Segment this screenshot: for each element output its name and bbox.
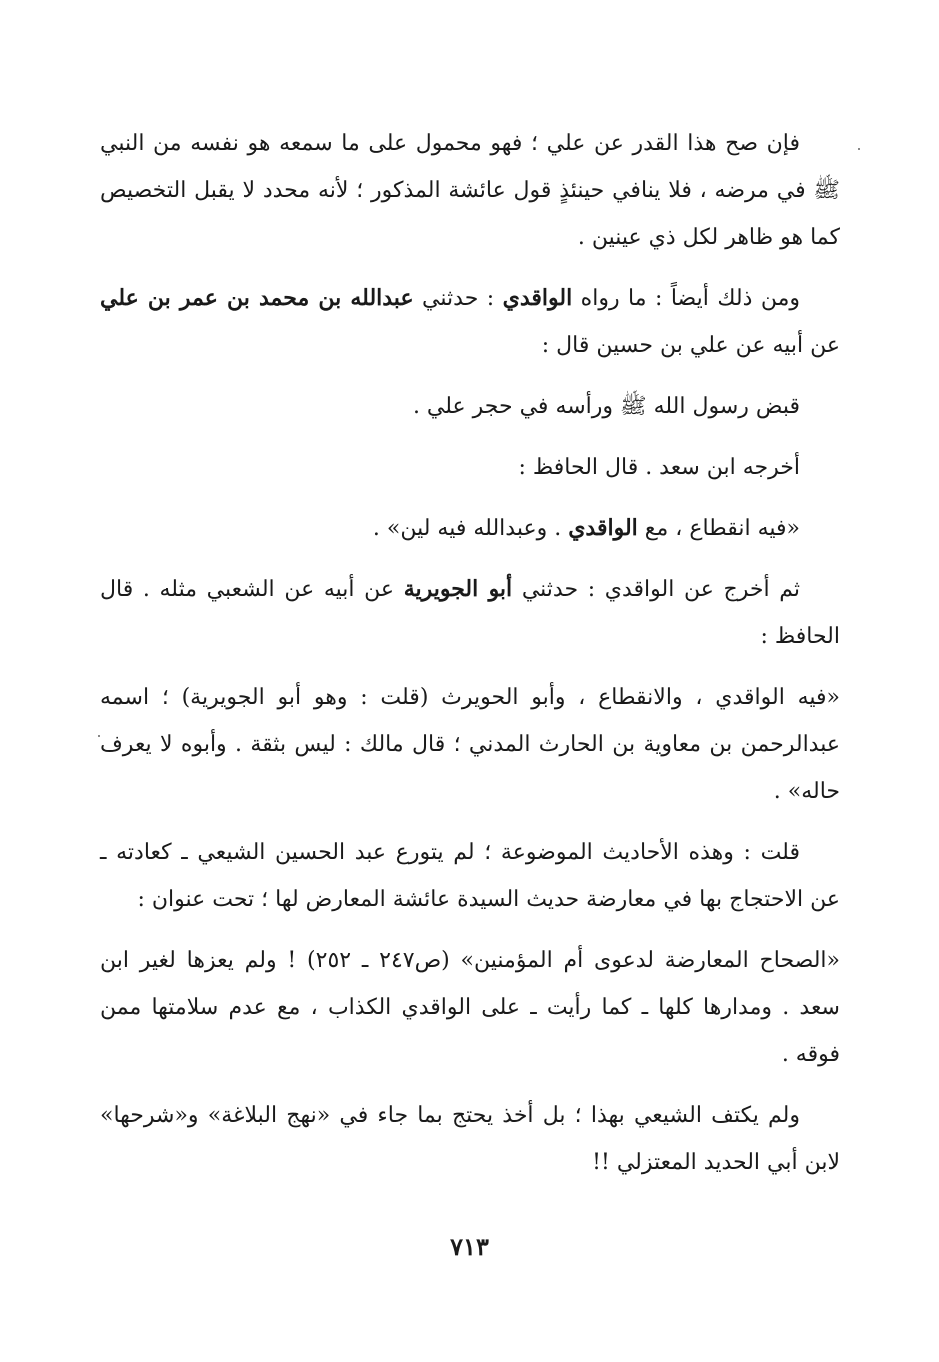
paragraph	[100, 1092, 840, 1186]
paragraph	[100, 674, 840, 815]
page-number: ٧١٣	[450, 1232, 489, 1261]
document-page	[100, 120, 840, 1270]
text-run: أخرجه ابن سعد . قال الحافظ :	[518, 455, 800, 480]
text-run: عن أبيه عن الشعبي مثله . قال الحافظ :	[100, 577, 840, 649]
text-run: ولم يكتف الشيعي بهذا ؛ بل أخذ يحتج بما جاء في «نهج البلاغة» و«شرحها» لابن أبي الحديد المعتزلي !!	[100, 1103, 840, 1175]
paragraph	[100, 829, 840, 923]
paragraph	[100, 275, 840, 369]
paragraph	[100, 566, 840, 660]
bold-text: الواقدي	[502, 285, 573, 311]
paragraph	[100, 444, 840, 491]
bold-text: عبدالله بن محمد بن عمر بن علي	[100, 285, 414, 311]
text-run: فإن صح هذا القدر عن علي ؛ فهو محمول على ما سمعه هو نفسه من النبي ﷺ في مرضه ، فلا ينافي حينئذٍ قول عائشة المذكور ؛ لأنه محدد لا يقبل التخصيص كما هو ظاهر لكل ذي عينين .	[100, 131, 840, 250]
text-run: ثم أخرج عن الواقدي : حدثني	[512, 577, 800, 602]
text-run: عن أبيه عن علي بن حسين قال :	[541, 333, 840, 358]
paragraph	[100, 383, 840, 430]
paragraph	[100, 505, 840, 552]
text-run: قبض رسول الله ﷺ ورأسه في حجر علي .	[412, 394, 800, 419]
text-run: : حدثني	[413, 286, 503, 311]
text-run: «الصحاح المعارضة لدعوى أم المؤمنين» (ص٢٤٧ ـ ٢٥٢) ! ولم يعزها لغير ابن سعد . ومدارها كلها ـ كما رأيت ـ على الواقدي الكذاب ، مع عدم سلامتها ممن فوقه .	[100, 948, 841, 1067]
text-run: ومن ذلك أيضاً : ما رواه	[572, 286, 800, 311]
paragraph	[100, 120, 840, 261]
paragraph	[100, 937, 840, 1078]
scan-speck	[98, 735, 100, 737]
text-run: . وعبدالله فيه لين» .	[372, 516, 569, 541]
text-run: «فيه الواقدي ، والانقطاع ، وأبو الحويرث (قلت : وهو أبو الجويرية) ؛ اسمه عبدالرحمن بن معاوية بن الحارث المدني ؛ قال مالك : ليس بثقة . وأبوه لا يعرف حاله» .	[100, 685, 840, 804]
bold-text: أبو الجويرية	[403, 576, 513, 602]
bold-text: الواقدي	[568, 515, 638, 541]
text-run: «فيه انقطاع ، مع	[637, 516, 800, 541]
text-run: قلت : وهذه الأحاديث الموضوعة ؛ لم يتورع عبد الحسين الشيعي ـ كعادته ـ عن الاحتجاج بها في معارضة حديث السيدة عائشة المعارض لها ؛ تحت عنوان :	[100, 840, 840, 912]
scan-speck	[858, 148, 860, 150]
